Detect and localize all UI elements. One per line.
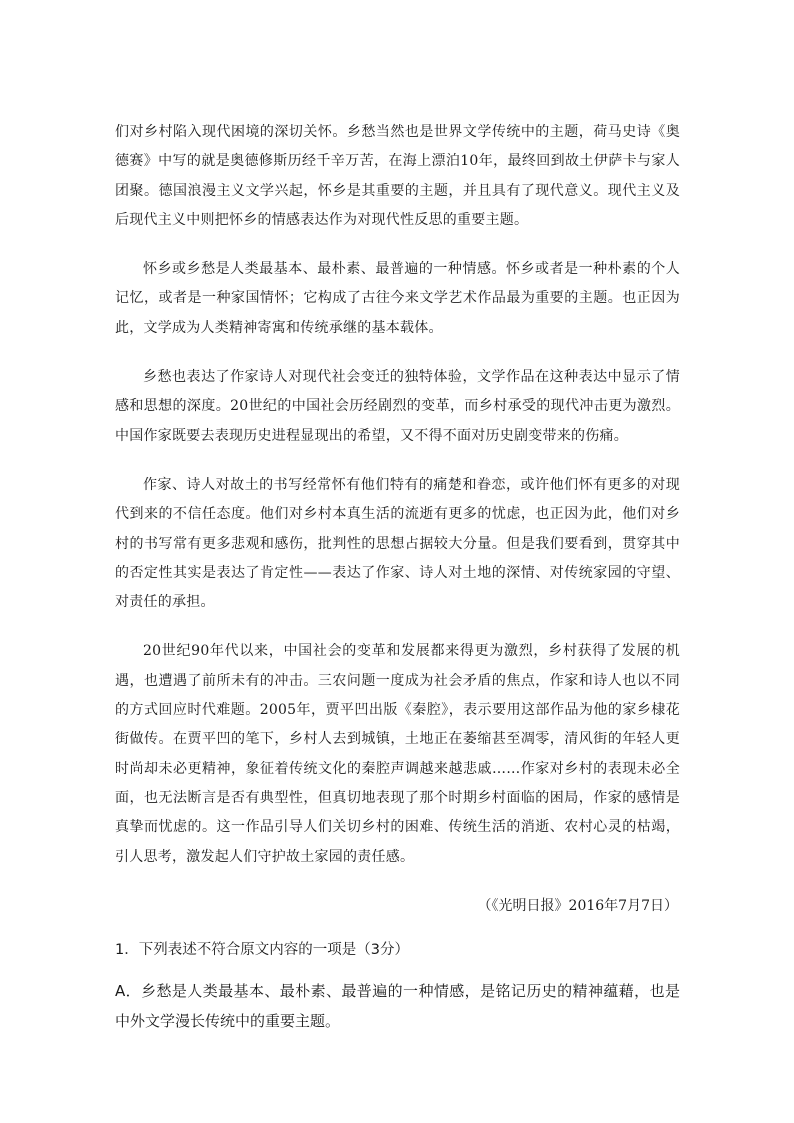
- passage-paragraph-5: 20世纪90年代以来，中国社会的变革和发展都来得更为激烈，乡村获得了发展的机遇，也遭遇了前所未有的冲击。三农问题一度成为社会矛盾的焦点，作家和诗人也以不同的方式回应时代难题。2005年，贾平凹出版《秦腔》，表示要用这部作品为他的家乡棣花街做传。在贾平凹的笔下，乡村人去到城镇，土地正在萎缩甚至凋零，清风街的年轻人更时尚却未必更精神，象征着传统文化的秦腔声调越来越悲戚……作家对乡村的表现未必全面，也无法断言是否有典型性，但真切地表现了那个时期乡村面临的困局，作家的感情是真挚而忧虑的。这一作品引导人们关切乡村的困难、传统生活的消逝、农村心灵的枯竭，引人思考，激发起人们守护故土家园的责任感。: [115, 643, 680, 865]
- question-title: 1．下列表述不符合原文内容的一项是（3分）: [115, 941, 409, 958]
- source-citation: （《光明日报》2016年7月7日）: [477, 897, 678, 914]
- option-a: A．乡愁是人类最基本、最朴素、最普遍的一种情感，是铭记历史的精神蕴藉，也是中外文学漫长传统中的重要主题。: [115, 981, 680, 1030]
- passage-paragraph-4: 作家、诗人对故土的书写经常怀有他们特有的痛楚和眷恋，或许他们怀有更多的对现代到来的不信任态度。他们对乡村本真生活的流逝有更多的忧虑，也正因为此，他们对乡村的书写常有更多悲观和感伤，批判性的思想占据较大分量。但是我们要看到，贯穿其中的否定性其实是表达了肯定性——表达了作家、诗人对土地的深情、对传统家园的守望、对责任的承担。: [115, 476, 680, 611]
- passage-paragraph-3: 乡愁也表达了作家诗人对现代社会变迁的独特体验，文学作品在这种表达中显示了情感和思想的深度。20世纪的中国社会历经剧烈的变革，而乡村承受的现代冲击更为激烈。中国作家既要去表现历史进程显现出的希望，又不得不面对历史剧变带来的伤痛。: [115, 369, 680, 444]
- passage-paragraph-1: 们对乡村陷入现代困境的深切关怀。乡愁当然也是世界文学传统中的主题，荷马史诗《奥德赛》中写的就是奥德修斯历经千辛万苦，在海上漂泊10年，最终回到故土伊萨卡与家人团聚。德国浪漫主义文学兴起，怀乡是其重要的主题，并且具有了现代意义。现代主义及后现代主义中则把怀乡的情感表达作为对现代性反思的重要主题。: [115, 124, 680, 228]
- passage-paragraph-2: 怀乡或乡愁是人类最基本、最朴素、最普遍的一种情感。怀乡或者是一种朴素的个人记忆，或者是一种家国情怀；它构成了古往今来文学艺术作品最为重要的主题。也正因为此，文学成为人类精神寄寓和传统承继的基本载体。: [115, 261, 680, 336]
- document-page: [115, 118, 680, 1036]
